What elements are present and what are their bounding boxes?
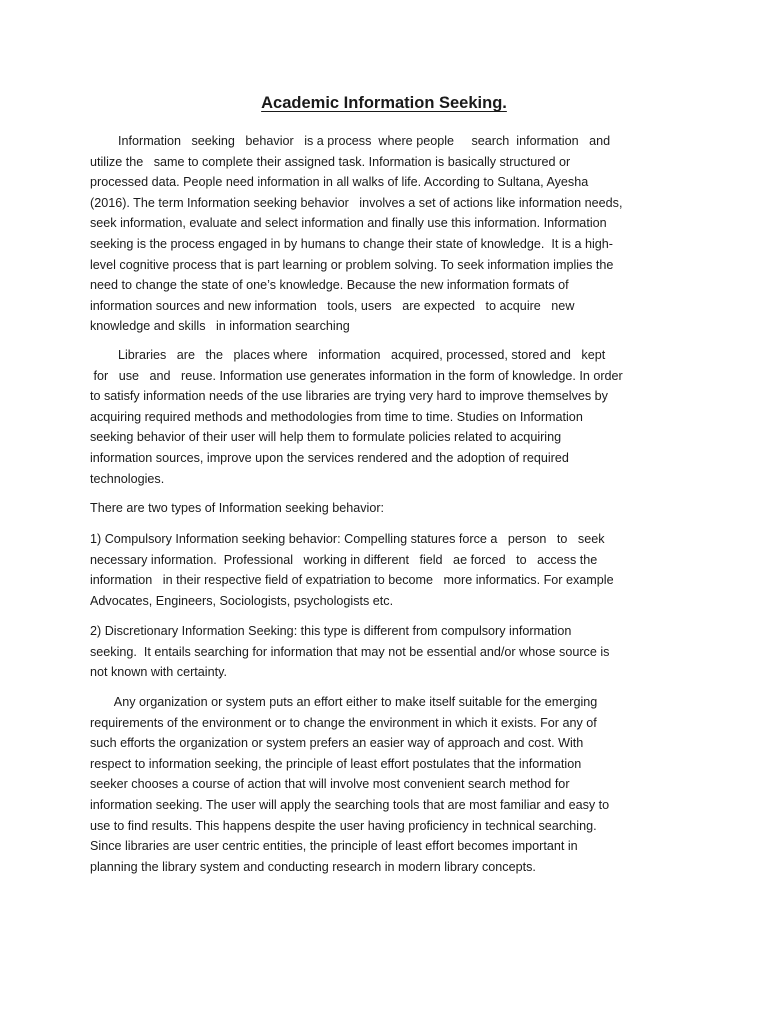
paragraph-line: seeker chooses a course of action that will involve most convenient search method for [90, 777, 570, 792]
paragraph-line: processed data. People need information in all walks of life. According to Sultana, Ayesha [90, 175, 589, 190]
paragraph-two-types-intro [90, 498, 690, 519]
paragraph-line: information sources and new information tools, users are expected to acquire new [90, 298, 575, 313]
paragraph-line: 1) Compulsory Information seeking behavior: Compelling statures force a person to seek [90, 532, 605, 546]
paragraph-line: planning the library system and conducting research in modern library concepts. [90, 859, 536, 874]
paragraph-line: seeking. It entails searching for information that may not be essential and/or whose source is [90, 644, 610, 659]
paragraph-information-seeking-intro [90, 131, 690, 337]
paragraph-line: necessary information. Professional working in different field ae forced to access the [90, 552, 598, 567]
paragraph-line: There are two types of Information seeking behavior: [90, 501, 385, 515]
paragraph-line: not known with certainty. [90, 665, 227, 680]
paragraph-line: seek information, evaluate and select information and finally use this information. Information [90, 216, 607, 231]
document-title: Academic Information Seeking. [261, 94, 507, 112]
paragraph-line: information sources, improve upon the services rendered and the adoption of required [90, 450, 569, 465]
paragraph-line: use to find results. This happens despite the user having proficiency in technical searching. [90, 818, 597, 833]
paragraph-line: acquiring required methods and methodologies from time to time. Studies on Information [90, 409, 583, 424]
paragraph-line: Libraries are the places where information acquired, processed, stored and kept [90, 348, 606, 362]
paragraph-line: respect to information seeking, the principle of least effort postulates that the information [90, 756, 582, 771]
paragraph-line: utilize the same to complete their assigned task. Information is basically structured or [90, 154, 571, 169]
paragraph-discretionary-seeking [90, 621, 690, 683]
paragraph-libraries [90, 345, 690, 489]
paragraph-line: knowledge and skills in information searching [90, 319, 350, 334]
paragraph-line: information seeking. The user will apply the searching tools that are most familiar and easy to [90, 797, 610, 812]
paragraph-line: Any organization or system puts an effort either to make itself suitable for the emerging [90, 695, 598, 709]
paragraph-line: for use and reuse. Information use generates information in the form of knowledge. In order [90, 368, 623, 383]
paragraph-line: to satisfy information needs of the use libraries are trying very hard to improve themselves by [90, 389, 608, 404]
paragraph-line: 2) Discretionary Information Seeking: this type is different from compulsory information [90, 624, 572, 638]
paragraph-compulsory-seeking [90, 529, 690, 611]
paragraph-line: Information seeking behavior is a process where people search information and [90, 134, 611, 148]
paragraph-line: such efforts the organization or system prefers an easier way of approach and cost. With [90, 736, 584, 751]
paragraph-line: technologies. [90, 471, 165, 486]
paragraph-line: Since libraries are user centric entities, the principle of least effort becomes important in [90, 839, 578, 854]
paragraph-line: need to change the state of one’s knowledge. Because the new information formats of [90, 278, 569, 293]
paragraph-line: Advocates, Engineers, Sociologists, psychologists etc. [90, 593, 394, 608]
paragraph-line: (2016). The term Information seeking behavior involves a set of actions like information needs, [90, 195, 623, 210]
paragraph-line: requirements of the environment or to change the environment in which it exists. For any of [90, 715, 597, 730]
paragraph-line: information in their respective field of expatriation to become more informatics. For example [90, 573, 614, 588]
paragraph-line: seeking is the process engaged in by humans to change their state of knowledge. It is a high- [90, 236, 613, 251]
paragraph-least-effort [90, 692, 690, 877]
paragraph-line: seeking behavior of their user will help them to formulate policies related to acquiring [90, 430, 562, 445]
paragraph-line: level cognitive process that is part learning or problem solving. To seek information implies the [90, 257, 614, 272]
